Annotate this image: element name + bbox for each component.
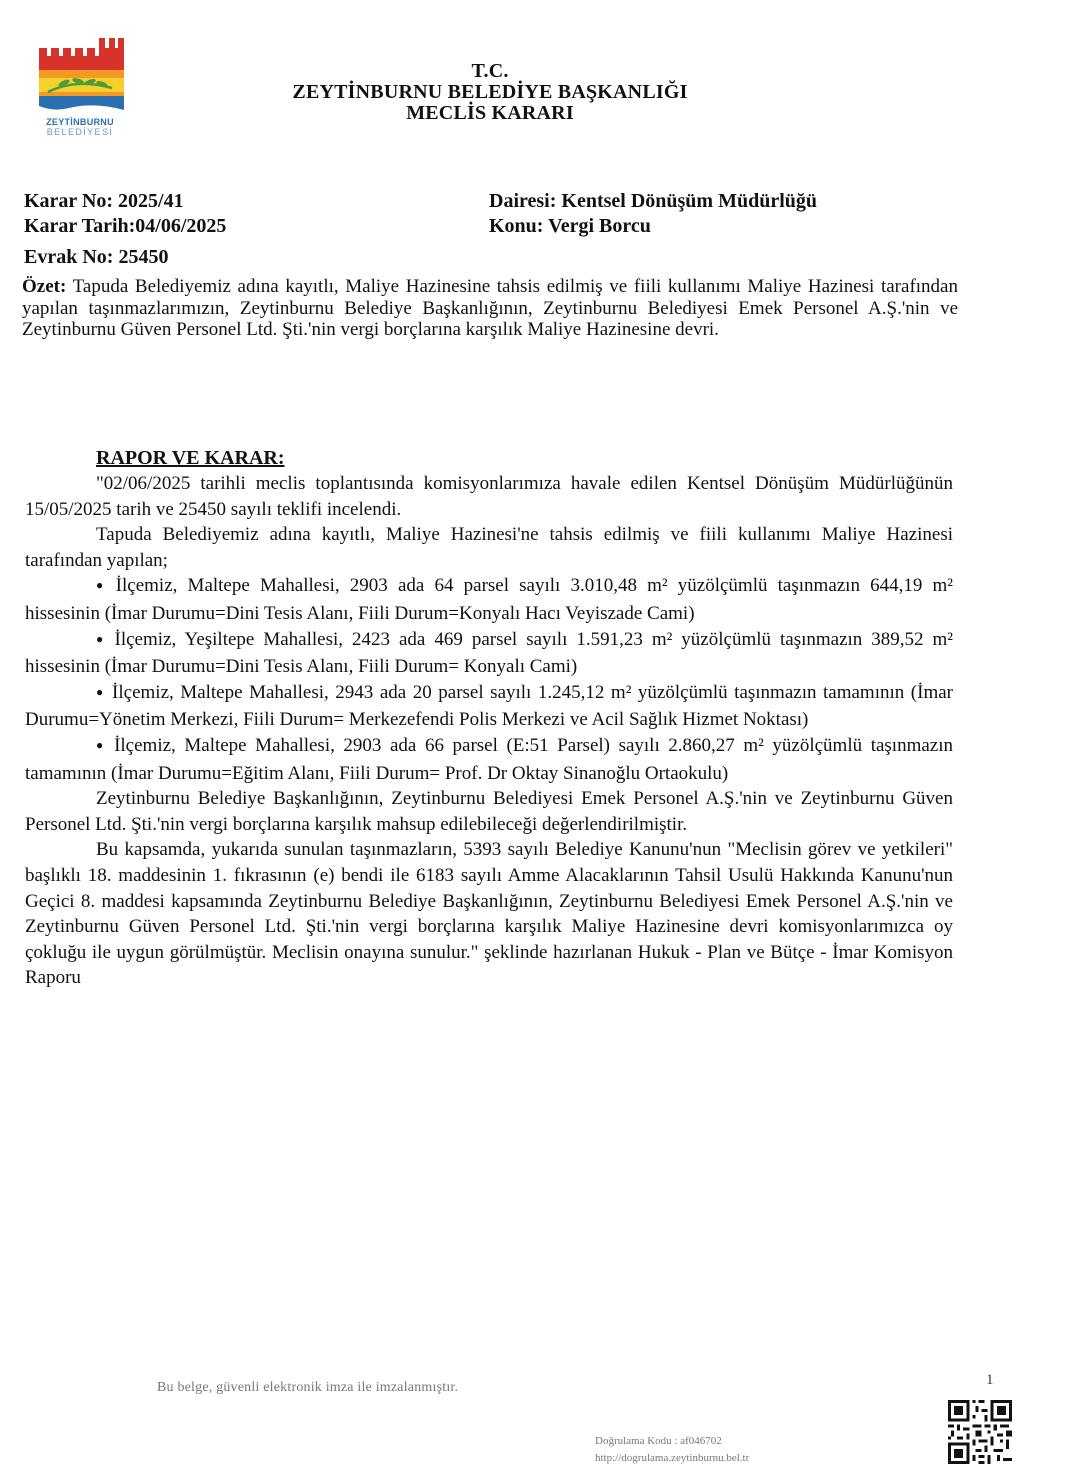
evrak-no: Evrak No: 25450 <box>24 246 169 268</box>
karar-tarih: Karar Tarih:04/06/2025 <box>24 215 227 237</box>
rapor-title: RAPOR VE KARAR: <box>96 447 285 469</box>
verification-url[interactable]: http://dogrulama.zeytinburnu.bel.tr <box>595 1452 750 1464</box>
ozet-section <box>22 276 958 341</box>
page-number: 1 <box>986 1372 994 1388</box>
dairesi: Dairesi: Kentsel Dönüşüm Müdürlüğü <box>489 190 818 212</box>
ozet-text: Tapuda Belediyemiz adına kayıtlı, Maliye Hazinesine tahsis edilmiş ve fiili kullanımı Maliye Hazinesi tarafından yapılan taşınmazlarımızın, Zeytinburnu Belediye Başkanlığının, Zeytinburnu Belediyesi Emek Personel A.Ş.'nin ve Zeytinburnu Güven Personel Ltd. Şti.'nin vergi borçlarına karşılık Maliye Hazinesine devri. <box>22 276 958 340</box>
logo-line1: ZEYTİNBURNU <box>46 117 114 127</box>
rapor-paragraph-4: Bu kapsamda, yukarıda sunulan taşınmazların, 5393 sayılı Belediye Kanunu'nun "Meclisin görev ve yetkileri" başlıklı 18. maddesinin 1. fıkrasının (e) bendi ile 6183 sayılı Amme Alacaklarının Tahsil Usulü Hakkında Kanunu'nun Geçici 8. maddesi kapsamında Zeytinburnu Belediye Başkanlığının, Zeytinburnu Belediyesi Emek Personel A.Ş.'nin ve Zeytinburnu Güven Personel Ltd. Şti.'nin vergi borçlarına karşılık Maliye Hazinesine devri komisyonlarımızca oy çokluğu ile uygun görülmüştür. Meclisin onayına sunulur." şeklinde hazırlanan Hukuk - Plan ve Bütçe - İmar Komisyon Raporu <box>25 839 953 989</box>
property-text: İlçemiz, Maltepe Mahallesi, 2943 ada 20 parsel sayılı 1.245,12 m² yüzölçümlü taşınmazın tamamının (İmar Durumu=Yönetim Merkezi, Fiili Durum= Merkezefendi Polis Merkezi ve Acil Sağlık Hizmet Noktası) <box>25 681 953 731</box>
bullet-icon <box>96 735 114 756</box>
property-item-2 <box>25 627 953 680</box>
qr-code-icon <box>948 1400 1012 1464</box>
karar-no: Karar No: 2025/41 <box>24 190 184 212</box>
rapor-body <box>25 471 953 991</box>
header-tc: T.C. <box>471 60 509 82</box>
property-item-4 <box>25 733 953 786</box>
property-text: İlçemiz, Yeşiltepe Mahallesi, 2423 ada 469 parsel sayılı 1.591,23 m² yüzölçümlü taşınmazın 389,52 m² hissesinin (İmar Durumu=Dini Tesis Alanı, Fiili Durum= Konyalı Cami) <box>25 628 954 678</box>
verification-code: Doğrulama Kodu : af046702 <box>595 1435 722 1447</box>
ozet-label: Özet: <box>22 276 67 297</box>
bullet-icon <box>96 682 112 703</box>
header-institution: ZEYTİNBURNU BELEDİYE BAŞKANLIĞI <box>292 81 688 103</box>
rapor-paragraph-2: Tapuda Belediyemiz adına kayıtlı, Maliye Hazinesi'ne tahsis edilmiş ve fiili kullanımı Maliye Hazinesi tarafından yapılan; <box>25 524 953 571</box>
property-item-3 <box>25 680 953 733</box>
konu: Konu: Vergi Borcu <box>489 215 651 237</box>
verification-block <box>595 1433 749 1467</box>
bullet-icon <box>96 575 116 596</box>
rapor-paragraph-1: "02/06/2025 tarihli meclis toplantısında komisyonlarımıza havale edilen Kentsel Dönüşüm Müdürlüğünün 15/05/2025 tarih ve 25450 sayılı teklifi incelendi. <box>25 473 953 520</box>
property-item-1 <box>25 573 953 626</box>
logo-caption <box>34 117 126 137</box>
property-text: İlçemiz, Maltepe Mahallesi, 2903 ada 64 parsel sayılı 3.010,48 m² yüzölçümlü taşınmazın 644,19 m² hissesinin (İmar Durumu=Dini Tesis Alanı, Fiili Durum=Konyalı Hacı Veyiszade Cami) <box>25 575 954 624</box>
bullet-icon <box>96 629 115 650</box>
property-text: İlçemiz, Maltepe Mahallesi, 2903 ada 66 parsel (E:51 Parsel) sayılı 2.860,27 m² yüzölçümlü taşınmazın tamamının (İmar Durumu=Eğitim Alanı, Fiili Durum= Prof. Dr Oktay Sinanoğlu Ortaokulu) <box>25 734 953 784</box>
logo-line2: BELEDİYESİ <box>46 127 114 137</box>
rapor-paragraph-3: Zeytinburnu Belediye Başkanlığının, Zeytinburnu Belediyesi Emek Personel A.Ş.'nin ve Zeytinburnu Güven Personel Ltd. Şti.'nin vergi borçlarına karşılık mahsup edilebileceği değerlendirilmiştir. <box>25 788 953 835</box>
header-doc-type: MECLİS KARARI <box>406 102 574 124</box>
e-signature-note: Bu belge, güvenli elektronik imza ile imzalanmıştır. <box>157 1380 459 1395</box>
